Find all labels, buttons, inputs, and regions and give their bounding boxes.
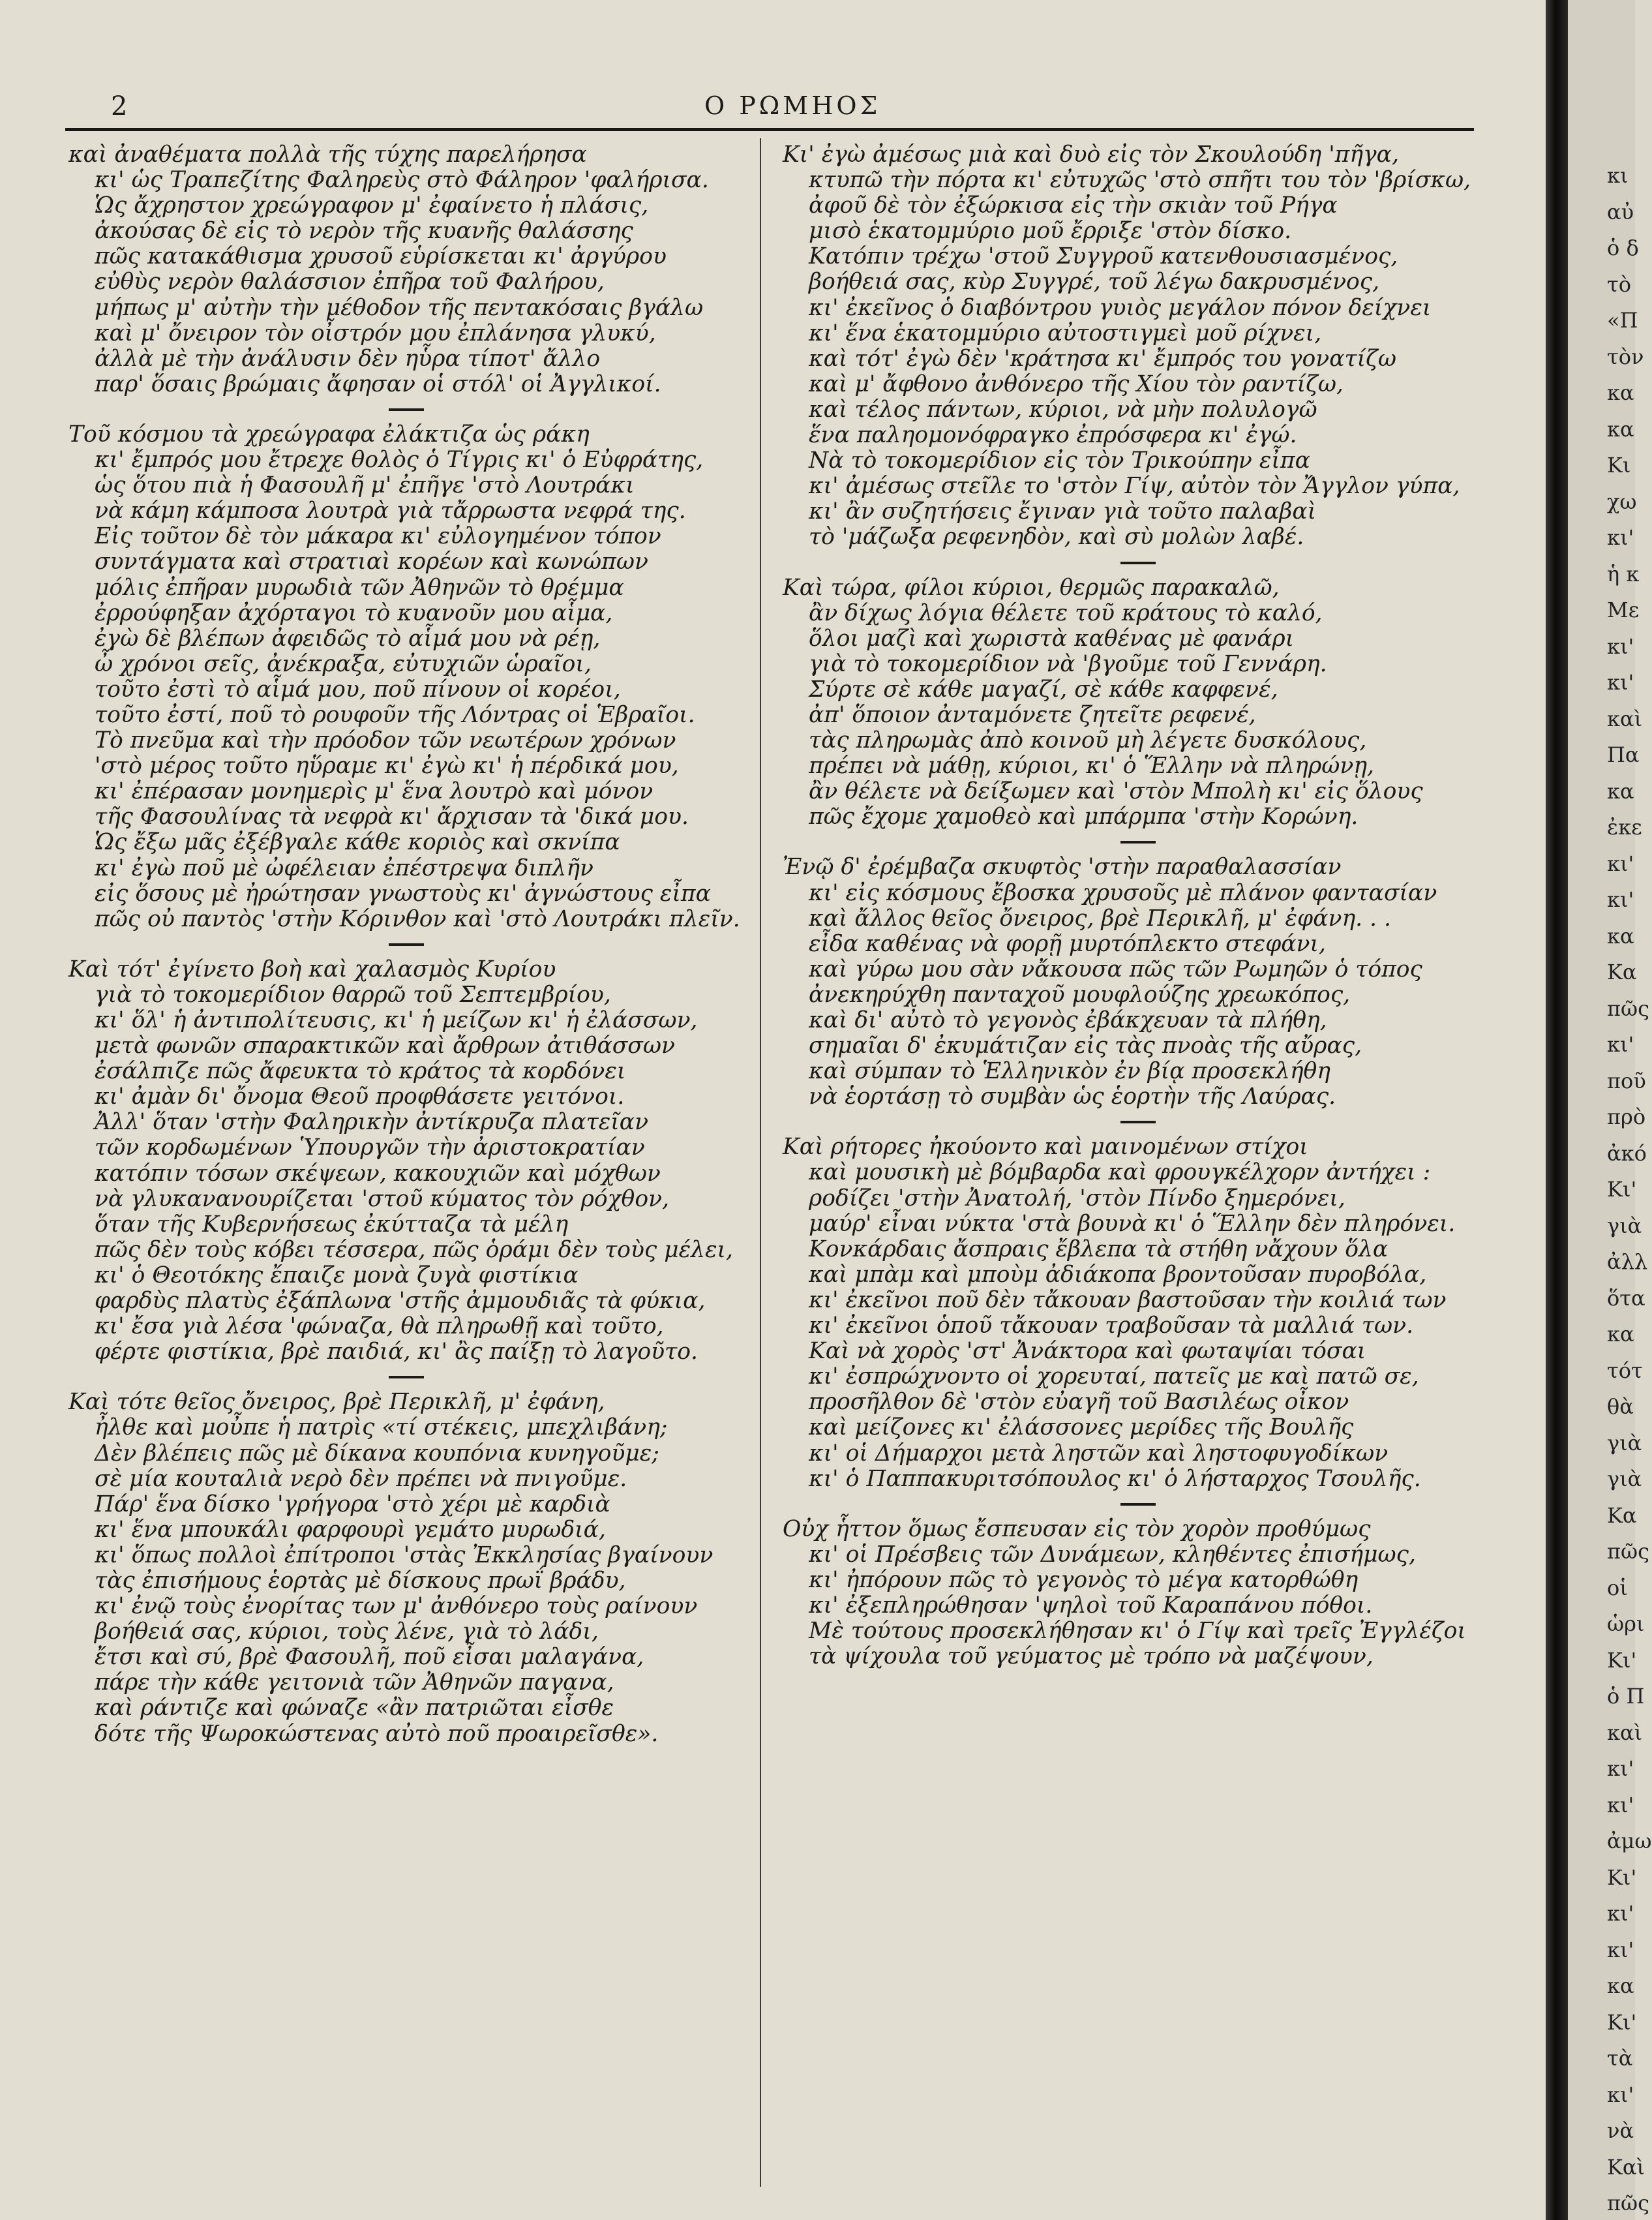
adjacent-page-fragment: τὸ bbox=[1607, 271, 1631, 297]
poem-line: συντάγματα καὶ στρατιαὶ κορέων καὶ κωνώπων bbox=[95, 549, 648, 575]
stanza bbox=[783, 575, 1494, 830]
poem-line: Τοῦ κόσμου τὰ χρεώγραφα ἐλάκτιζα ὡς ράκη bbox=[68, 421, 590, 448]
right-column bbox=[783, 142, 1494, 1669]
poem-line: καὶ μείζονες κι' ἐλάσσονες μερίδες τῆς Βουλῆς bbox=[809, 1414, 1354, 1441]
poem-line: ἐγὼ δὲ βλέπων ἀφειδῶς τὸ αἷμά μου νὰ ρέῃ, bbox=[95, 625, 601, 652]
poem-line: Εἰς τοῦτον δὲ τὸν μάκαρα κι' εὐλογημένον τόπον bbox=[95, 523, 661, 550]
stanza-separator bbox=[1120, 1121, 1156, 1123]
adjacent-page-fragment: τὸν bbox=[1607, 344, 1644, 369]
poem-line: κι' ἀμέσως στεῖλε το 'στὸν Γίψ, αὐτὸν τὸν Ἄγγλον γύπα, bbox=[809, 473, 1460, 500]
poem-line: κι' ἕνα ἑκατομμύριο αὐτοστιγμεὶ μοῦ ρίχνει, bbox=[809, 320, 1322, 346]
poem-line: καὶ ἄλλος θεῖος ὄνειρος, βρὲ Περικλῆ, μ' ἐφάνη. . . bbox=[809, 905, 1391, 932]
poem-line: Καὶ τώρα, φίλοι κύριοι, θερμῶς παρακαλῶ, bbox=[783, 574, 1280, 601]
adjacent-page-edge bbox=[1568, 0, 1652, 2220]
poem-line: ἂν θέλετε νὰ δείξωμεν καὶ 'στὸν Μπολὴ κι' εἰς ὅλους bbox=[809, 778, 1423, 805]
poem-line: κι' ἔσα γιὰ λέσα 'φώναζα, θὰ πληρωθῇ καὶ τοῦτο, bbox=[95, 1313, 664, 1340]
poem-line: καὶ μ' ὄνειρον τὸν οἶστρόν μου ἐπλάνησα γλυκύ, bbox=[95, 320, 656, 346]
poem-line: κι' ὁ Θεοτόκης ἔπαιζε μονὰ ζυγὰ φιστίκια bbox=[95, 1262, 578, 1288]
poem-line: ἕνα παληομονόφραγκο ἐπρόσφερα κι' ἐγώ. bbox=[809, 422, 1297, 449]
adjacent-page-fragment: καὶ bbox=[1607, 1720, 1643, 1745]
poem-line: προσῆλθον δὲ 'στὸν εὐαγῆ τοῦ Βασιλέως οἶκον bbox=[809, 1389, 1349, 1416]
poem-line: ἀπ' ὅποιον ἀνταμόνετε ζητεῖτε ρεφενέ, bbox=[809, 701, 1256, 728]
adjacent-page-fragment: κι bbox=[1607, 163, 1629, 188]
adjacent-page-fragment: οἱ bbox=[1607, 1575, 1628, 1600]
poem-line: Καὶ ρήτορες ἠκούοντο καὶ μαινομένων στίχοι bbox=[783, 1134, 1308, 1161]
poem-line: πῶς οὐ παντὸς 'στὴν Κόρινθον καὶ 'στὸ Λουτράκι πλεῖν. bbox=[95, 905, 740, 932]
poem-line: Ὡς ἄχρηστον χρεώγραφον μ' ἐφαίνετο ἡ πλάσις, bbox=[95, 192, 649, 219]
adjacent-page-fragment: πῶς bbox=[1607, 1539, 1650, 1564]
stanza bbox=[783, 1134, 1494, 1491]
poem-line: εἶδα καθένας νὰ φορῇ μυρτόπλεκτο στεφάνι, bbox=[809, 930, 1327, 957]
adjacent-page-fragment: Με bbox=[1607, 598, 1640, 622]
poem-line: καὶ ράντιζε καὶ φώναζε «ἂν πατριῶται εἶσθε bbox=[95, 1695, 614, 1722]
poem-line: Δὲν βλέπεις πῶς μὲ δίκανα κουπόνια κυνηγοῦμε; bbox=[95, 1440, 659, 1467]
adjacent-page-fragment: πῶς bbox=[1607, 2191, 1650, 2215]
adjacent-page-fragment: πρὸ bbox=[1607, 1104, 1646, 1129]
poem-line: ροδίζει 'στὴν Ἀνατολή, 'στὸν Πίνδο ξημερόνει, bbox=[809, 1185, 1345, 1211]
stanza bbox=[68, 957, 743, 1365]
adjacent-page-fragment: Κι' bbox=[1607, 1647, 1637, 1673]
poem-line: βοήθειά σας, κὺρ Συγγρέ, τοῦ λέγω δακρυσμένος, bbox=[809, 269, 1380, 296]
adjacent-page-fragment: Κα bbox=[1607, 1502, 1637, 1528]
adjacent-page-fragment: κα bbox=[1607, 416, 1634, 442]
adjacent-page-fragment: κι' bbox=[1607, 1937, 1634, 1962]
adjacent-page-fragment: ἐκε bbox=[1607, 815, 1642, 840]
poem-line: γιὰ τὸ τοκομερίδιον θαρρῶ τοῦ Σεπτεμβρίου, bbox=[95, 981, 611, 1008]
poem-line: ἀκούσας δὲ εἰς τὸ νερὸν τῆς κυανῆς θαλάσσης bbox=[95, 218, 633, 245]
adjacent-page-fragment: τὰ bbox=[1607, 2046, 1633, 2071]
adjacent-page-fragment: ὁ Π bbox=[1607, 1684, 1645, 1709]
stanza-separator bbox=[1120, 562, 1156, 564]
poem-line: Ὡς ἔξω μᾶς ἐξέβγαλε κάθε κοριὸς καὶ σκνίπα bbox=[95, 829, 620, 856]
poem-line: 'στὸ μέρος τοῦτο ηὕραμε κι' ἐγὼ κι' ἡ πέρδικά μου, bbox=[95, 753, 679, 780]
poem-line: μετὰ φωνῶν σπαρακτικῶν καὶ ἄρθρων ἀτιθάσσων bbox=[95, 1033, 675, 1059]
poem-line: καὶ μουσικὴ μὲ βόμβαρδα καὶ φρουγκέλχορν ἀντήχει : bbox=[809, 1159, 1431, 1186]
adjacent-page-fragment: κι' bbox=[1607, 1792, 1634, 1817]
book-gutter bbox=[1546, 0, 1568, 2220]
adjacent-page-fragment: ὅτα bbox=[1607, 1285, 1645, 1311]
adjacent-page-fragment: κα bbox=[1607, 778, 1634, 804]
stanza bbox=[68, 1390, 743, 1746]
page-number: 2 bbox=[111, 91, 128, 121]
poem-line: τὸ 'μάζωξα ρεφενηδὸν, καὶ σὺ μολὼν λαβέ. bbox=[809, 524, 1304, 551]
poem-line: Κατόπιν τρέχω 'στοῦ Συγγροῦ κατενθουσιασμένος, bbox=[809, 243, 1398, 270]
adjacent-page-fragment: κα bbox=[1607, 380, 1634, 405]
stanza-separator bbox=[1120, 841, 1156, 844]
poem-line: τὰς ἐπισήμους ἑορτὰς μὲ δίσκους πρωΐ βράδυ, bbox=[95, 1567, 626, 1594]
adjacent-page-fragment: κι' bbox=[1607, 2082, 1634, 2107]
adjacent-page-fragment: πῶς bbox=[1607, 996, 1650, 1021]
adjacent-page-fragment: ποῦ bbox=[1607, 1068, 1646, 1093]
adjacent-page-fragment: αὐ bbox=[1607, 199, 1634, 224]
poem-line: κι' ἐκεῖνοι ὁποῦ τἄκουαν τραβοῦσαν τὰ μαλλιά των. bbox=[809, 1313, 1414, 1339]
poem-line: μήπως μ' αὐτὴν τὴν μέθοδον τῆς πεντακόσαις βγάλω bbox=[95, 294, 704, 321]
poem-line: νὰ γλυκανανουρίζεται 'στοῦ κύματος τὸν ρόχθον, bbox=[95, 1185, 670, 1212]
poem-line: ἔτσι καὶ σύ, βρὲ Φασουλῆ, ποῦ εἶσαι μαλαγάνα, bbox=[95, 1644, 644, 1671]
poem-line: Τὸ πνεῦμα καὶ τὴν πρόοδον τῶν νεωτέρων χρόνων bbox=[95, 727, 676, 754]
poem-line: κτυπῶ τὴν πόρτα κι' εὐτυχῶς 'στὸ σπῆτι του τὸν 'βρίσκω, bbox=[809, 167, 1471, 194]
poem-line: κι' ὅπως πολλοὶ ἐπίτροποι 'στὰς Ἐκκλησίας βγαίνουν bbox=[95, 1542, 713, 1568]
poem-line: καὶ τέλος πάντων, κύριοι, νὰ μὴν πολυλογῶ bbox=[809, 396, 1317, 423]
adjacent-page-fragment: κα bbox=[1607, 923, 1634, 949]
poem-line: τὰς πληρωμὰς ἀπὸ κοινοῦ μὴ λέγετε δυσκόλους, bbox=[809, 727, 1367, 754]
poem-line: πῶς δὲν τοὺς κόβει τέσσερα, πῶς ὁράμι δὲν τοὺς μέλει, bbox=[95, 1236, 734, 1263]
poem-line: καὶ μπὰμ καὶ μποὺμ ἀδιάκοπα βροντοῦσαν πυροβόλα, bbox=[809, 1261, 1427, 1288]
adjacent-page-fragment: Κι' bbox=[1607, 1864, 1637, 1890]
adjacent-page-fragment: καὶ bbox=[1607, 706, 1643, 731]
poem-line: κι' ἠπόρουν πῶς τὸ γεγονὸς τὸ μέγα κατορθώθη bbox=[809, 1566, 1359, 1593]
poem-line: Μὲ τούτους προσεκλήθησαν κι' ὁ Γίψ καὶ τρεῖς Ἐγγλέζοι bbox=[809, 1618, 1466, 1645]
adjacent-page-fragment: κι' bbox=[1607, 525, 1634, 550]
adjacent-page-fragment: Πα bbox=[1607, 742, 1640, 767]
poem-line: κι' ἐκεῖνος ὁ διαβόντρου γυιὸς μεγάλον πόνον δείχνει bbox=[809, 294, 1432, 321]
poem-line: νὰ ἑορτάσῃ τὸ συμβὰν ὡς ἑορτὴν τῆς Λαύρας. bbox=[809, 1084, 1336, 1110]
poem-line: Σύρτε σὲ κάθε μαγαζί, σὲ κάθε καφφενέ, bbox=[809, 676, 1278, 703]
poem-line: Κονκάρδαις ἄσπραις ἔβλεπα τὰ στήθη νἄχουν ὅλα bbox=[809, 1236, 1389, 1262]
poem-line: ἦλθε καὶ μοὖπε ἡ πατρὶς «τί στέκεις, μπεχλιβάνη; bbox=[95, 1414, 668, 1441]
poem-line: κι' ἀμὰν δι' ὄνομα Θεοῦ προφθάσετε γειτόνοι. bbox=[95, 1084, 625, 1110]
adjacent-page-fragment: ἀμω bbox=[1607, 1829, 1652, 1853]
poem-line: Ἀλλ' ὅταν 'στὴν Φαληρικὴν ἀντίκρυζα πλατεῖαν bbox=[95, 1109, 649, 1136]
adjacent-page-fragment: ὁ δ bbox=[1607, 236, 1639, 260]
poem-line: νὰ κάμη κάμποσα λουτρὰ γιὰ τἄρρωστα νεφρά της. bbox=[95, 498, 686, 525]
stanza-separator bbox=[1120, 1503, 1156, 1506]
left-column bbox=[68, 142, 743, 1747]
adjacent-page-fragment: γιὰ bbox=[1607, 1430, 1642, 1455]
poem-line: μόλις ἐπῆραν μυρωδιὰ τῶν Ἀθηνῶν τὸ θρέμμα bbox=[95, 574, 624, 601]
adjacent-page-fragment: θὰ bbox=[1607, 1394, 1634, 1419]
poem-line: κι' ἐξεπληρώθησαν 'ψηλοὶ τοῦ Καραπάνου πόθοι. bbox=[809, 1592, 1373, 1619]
adjacent-page-fragment: κι' bbox=[1607, 670, 1634, 695]
poem-line: κι' ἂν συζητήσεις ἔγιναν γιὰ τοῦτο παλαβαὶ bbox=[809, 498, 1317, 525]
adjacent-page-fragment: χω bbox=[1607, 489, 1637, 514]
poem-line: κι' οἱ Δήμαρχοι μετὰ ληστῶν καὶ ληστοφυγοδίκων bbox=[809, 1440, 1389, 1467]
poem-line: Κι' ἐγὼ ἀμέσως μιὰ καὶ δυὸ εἰς τὸν Σκουλούδη 'πῆγα, bbox=[783, 142, 1399, 168]
poem-line: παρ' ὅσαις βρώμαις ἄφησαν οἱ στόλ' οἱ Ἀγγλικοί. bbox=[95, 371, 661, 397]
poem-line: τοῦτο ἐστί, ποῦ τὸ ρουφοῦν τῆς Λόντρας οἱ Ἑβραῖοι. bbox=[95, 701, 695, 728]
adjacent-page-fragment: κι' bbox=[1607, 633, 1634, 659]
poem-line: Οὐχ ἧττον ὅμως ἔσπευσαν εἰς τὸν χορὸν προθύμως bbox=[783, 1515, 1371, 1542]
stanza bbox=[783, 855, 1494, 1110]
adjacent-page-fragment: τότ bbox=[1607, 1358, 1643, 1383]
stanza-separator bbox=[389, 1376, 424, 1378]
adjacent-page-fragment: ἀκό bbox=[1607, 1140, 1647, 1166]
poem-line: ἂν δίχως λόγια θέλετε τοῦ κράτους τὸ καλό, bbox=[809, 600, 1323, 626]
adjacent-page-fragment: Καὶ bbox=[1607, 2154, 1645, 2180]
adjacent-page-fragment: κα bbox=[1607, 1973, 1634, 1998]
adjacent-page-fragment: νὰ bbox=[1607, 2118, 1634, 2143]
poem-line: σημαῖαι δ' ἐκυμάτιζαν εἰς τὰς πνοὰς τῆς αὔρας, bbox=[809, 1033, 1362, 1059]
poem-line: ἀλλὰ μὲ τὴν ἀνάλυσιν δὲν ηὗρα τίποτ' ἄλλο bbox=[95, 345, 601, 372]
poem-line: ὦ χρόνοι σεῖς, ἀνέκραξα, εὐτυχιῶν ὡραῖοι, bbox=[95, 650, 592, 677]
poem-line: κι' ἐσπρώχνοντο οἱ χορευταί, πατεῖς με καὶ πατῶ σε, bbox=[809, 1363, 1419, 1390]
adjacent-page-fragment: ἡ κ bbox=[1607, 561, 1640, 586]
poem-line: κι' ἕνα μπουκάλι φαρφουρὶ γεμάτο μυρωδιά, bbox=[95, 1516, 606, 1543]
poem-line: ὅταν τῆς Κυβερνήσεως ἐκύτταζα τὰ μέλη bbox=[95, 1211, 569, 1238]
poem-line: πρέπει νὰ μάθῃ, κύριοι, κι' ὁ Ἕλλην νὰ πληρώνῃ, bbox=[809, 753, 1374, 780]
poem-line: πάρε τὴν κάθε γειτονιὰ τῶν Ἀθηνῶν παγανα, bbox=[95, 1669, 614, 1696]
poem-line: καὶ τότ' ἐγὼ δὲν 'κράτησα κι' ἔμπρός του γονατίζω bbox=[809, 345, 1396, 372]
poem-line: καὶ γύρω μου σὰν νἄκουσα πῶς τῶν Ρωμηῶν ὁ τόπος bbox=[809, 956, 1422, 982]
adjacent-page-fragment: κι' bbox=[1607, 887, 1634, 912]
poem-line: γιὰ τὸ τοκομερίδιον νὰ 'βγοῦμε τοῦ Γεννάρη. bbox=[809, 650, 1327, 677]
poem-line: κι' ἔμπρός μου ἔτρεχε θολὸς ὁ Τίγρις κι' ὁ Εὐφράτης, bbox=[95, 447, 704, 474]
stanza bbox=[783, 142, 1494, 551]
poem-line: Νὰ τὸ τοκομερίδιον εἰς τὸν Τρικούπην εἶπα bbox=[809, 448, 1310, 474]
poem-line: κι' ἐπέρασαν μονημερὶς μ' ἕνα λουτρὸ καὶ μόνον bbox=[95, 778, 653, 805]
poem-line: σὲ μία κουταλιὰ νερὸ δὲν πρέπει νὰ πνιγοῦμε. bbox=[95, 1465, 627, 1492]
stanza bbox=[68, 422, 743, 932]
poem-line: κι' ἐνῷ τοὺς ἐνορίτας των μ' ἀνθόνερο τοὺς ραίνουν bbox=[95, 1593, 698, 1620]
poem-line: κι' ἐγὼ ποῦ μὲ ὠφέλειαν ἐπέστρεψα διπλῆν bbox=[95, 855, 593, 881]
poem-line: ὅλοι μαζὶ καὶ χωριστὰ καθένας μὲ φανάρι bbox=[809, 625, 1295, 652]
poem-line: Καὶ τότε θεῖος ὄνειρος, βρὲ Περικλῆ, μ' ἐφάνη, bbox=[68, 1389, 605, 1416]
poem-line: μαύρ' εἶναι νύκτα 'στὰ βουνὰ κι' ὁ Ἕλλην δὲν πληρόνει. bbox=[809, 1210, 1456, 1237]
stanza bbox=[68, 142, 743, 397]
poem-line: φέρτε φιστίκια, βρὲ παιδιά, κι' ἂς παίξῃ τὸ λαγοῦτο. bbox=[95, 1339, 698, 1365]
poem-line: ἀφοῦ δὲ τὸν ἐξώρκισα εἰς τὴν σκιὰν τοῦ Ρήγα bbox=[809, 192, 1338, 219]
adjacent-page-fragment: κι' bbox=[1607, 1032, 1634, 1057]
poem-line: φαρδὺς πλατὺς ἐξάπλωνα 'στῆς ἀμμουδιᾶς τὰ φύκια, bbox=[95, 1288, 706, 1315]
stanza-separator bbox=[389, 943, 424, 946]
poem-line: καὶ ἀναθέματα πολλὰ τῆς τύχης παρελήρησα bbox=[68, 142, 587, 168]
poem-line: κι' εἰς κόσμους ἔβοσκα χρυσοῦς μὲ πλάνον φαντασίαν bbox=[809, 879, 1437, 906]
adjacent-page-fragment: κα bbox=[1607, 1322, 1634, 1346]
adjacent-page-fragment: Κα bbox=[1607, 960, 1637, 984]
adjacent-page-fragment: γιὰ bbox=[1607, 1467, 1642, 1491]
poem-line: κατόπιν τόσων σκέψεων, κακουχιῶν καὶ μόχθων bbox=[95, 1160, 661, 1187]
stanza-separator bbox=[389, 408, 424, 411]
poem-line: τοῦτο ἐστὶ τὸ αἷμά μου, ποῦ πίνουν οἱ κορέοι, bbox=[95, 676, 621, 703]
column-divider bbox=[760, 138, 761, 2187]
adjacent-page-fragment: «Π bbox=[1607, 308, 1638, 333]
poem-line: κι' ὅλ' ἡ ἀντιπολίτευσις, κι' ἡ μείζων κι' ἡ ἐλάσσων, bbox=[95, 1007, 698, 1033]
poem-line: βοήθειά σας, κύριοι, τοὺς λένε, γιὰ τὸ λάδι, bbox=[95, 1619, 599, 1645]
poem-line: εἰς ὅσους μὲ ἠρώτησαν γνωστοὺς κι' ἀγνώστους εἶπα bbox=[95, 880, 711, 907]
poem-line: κι' ὡς Τραπεζίτης Φαληρεὺς στὸ Φάληρον 'φαλήρισα. bbox=[95, 167, 709, 194]
poem-line: Ἐνῷ δ' ἐρέμβαζα σκυφτὸς 'στὴν παραθαλασσίαν bbox=[783, 854, 1342, 881]
poem-line: δότε τῆς Ψωροκώστενας αὐτὸ ποῦ προαιρεῖσθε». bbox=[95, 1720, 659, 1747]
adjacent-page-fragment: κι' bbox=[1607, 1901, 1634, 1926]
adjacent-page-fragment: Κι' bbox=[1607, 2009, 1637, 2035]
poem-line: καὶ δι' αὐτὸ τὸ γεγονὸς ἐβάκχευαν τὰ πλήθη, bbox=[809, 1007, 1327, 1033]
adjacent-page-fragment: ἀλλ bbox=[1607, 1249, 1648, 1274]
poem-line: εὐθὺς νερὸν θαλάσσιον ἐπῆρα τοῦ Φαλήρου, bbox=[95, 269, 605, 296]
poem-line: πῶς ἔχομε χαμοθεὸ καὶ μπάρμπα 'στὴν Κορώνη. bbox=[809, 804, 1359, 830]
adjacent-page-fragment: κι' bbox=[1607, 1756, 1634, 1781]
poem-line: καὶ σύμπαν τὸ Ἑλληνικὸν ἐν βίᾳ προσεκλήθη bbox=[809, 1058, 1330, 1085]
adjacent-page-fragment: γιὰ bbox=[1607, 1213, 1642, 1238]
header-rule bbox=[65, 128, 1474, 131]
poem-line: τῶν κορδωμένων Ὑπουργῶν τὴν ἀριστοκρατίαν bbox=[95, 1134, 645, 1161]
poem-line: τῆς Φασουλίνας τὰ νεφρὰ κι' ἄρχισαν τὰ 'δικά μου. bbox=[95, 804, 689, 830]
adjacent-page-fragment: ὡρι bbox=[1607, 1611, 1645, 1636]
poem-line: μισὸ ἑκατομμύριο μοῦ ἔρριξε 'στὸν δίσκο. bbox=[809, 218, 1292, 245]
adjacent-page-fragment: κι' bbox=[1607, 851, 1634, 876]
poem-line: τὰ ψίχουλα τοῦ γεύματος μὲ τρόπο νὰ μαζέψουν, bbox=[809, 1643, 1374, 1670]
poem-line: καὶ μ' ἄφθονο ἀνθόνερο τῆς Χίου τὸν ραντίζω, bbox=[809, 371, 1344, 397]
poem-line: Καὶ νὰ χορὸς 'στ' Ἀνάκτορα καὶ φωταψίαι τόσαι bbox=[809, 1338, 1366, 1365]
poem-line: Πάρ' ἕνα δίσκο 'γρήγορα 'στὸ χέρι μὲ καρδιὰ bbox=[95, 1491, 610, 1517]
poem-line: ἐσάλπιζε πῶς ἄφευκτα τὸ κράτος τὰ κορδόνει bbox=[95, 1058, 626, 1085]
poem-line: κι' οἱ Πρέσβεις τῶν Δυνάμεων, κληθέντες ἐπισήμως, bbox=[809, 1541, 1416, 1568]
poem-line: πῶς κατακάθισμα χρυσοῦ εὑρίσκεται κι' ἀργύρου bbox=[95, 243, 667, 270]
poem-line: κι' ἐκεῖνοι ποῦ δὲν τἄκουαν βαστοῦσαν τὴν κοιλιά των bbox=[809, 1286, 1447, 1313]
stanza bbox=[783, 1517, 1494, 1670]
poem-line: ὡς ὅτου πιὰ ἡ Φασουλῆ μ' ἐπῆγε 'στὸ Λουτράκι bbox=[95, 472, 635, 499]
adjacent-page-fragment: Κι bbox=[1607, 453, 1631, 478]
newspaper-title: Ο ΡΩΜΗΟΣ bbox=[704, 91, 881, 120]
poem-line: ἀνεκηρύχθη πανταχοῦ μουφλούζης χρεωκόπος, bbox=[809, 981, 1351, 1008]
poem-line: κι' ὁ Παππακυριτσόπουλος κι' ὁ λήσταρχος Τσουλῆς. bbox=[809, 1465, 1421, 1492]
poem-line: Καὶ τότ' ἐγίνετο βοὴ καὶ χαλασμὸς Κυρίου bbox=[68, 956, 556, 982]
poem-line: ἐρρούφηξαν ἀχόρταγοι τὸ κυανοῦν μου αἷμα, bbox=[95, 600, 613, 626]
adjacent-page-fragment: Κι' bbox=[1607, 1177, 1637, 1202]
